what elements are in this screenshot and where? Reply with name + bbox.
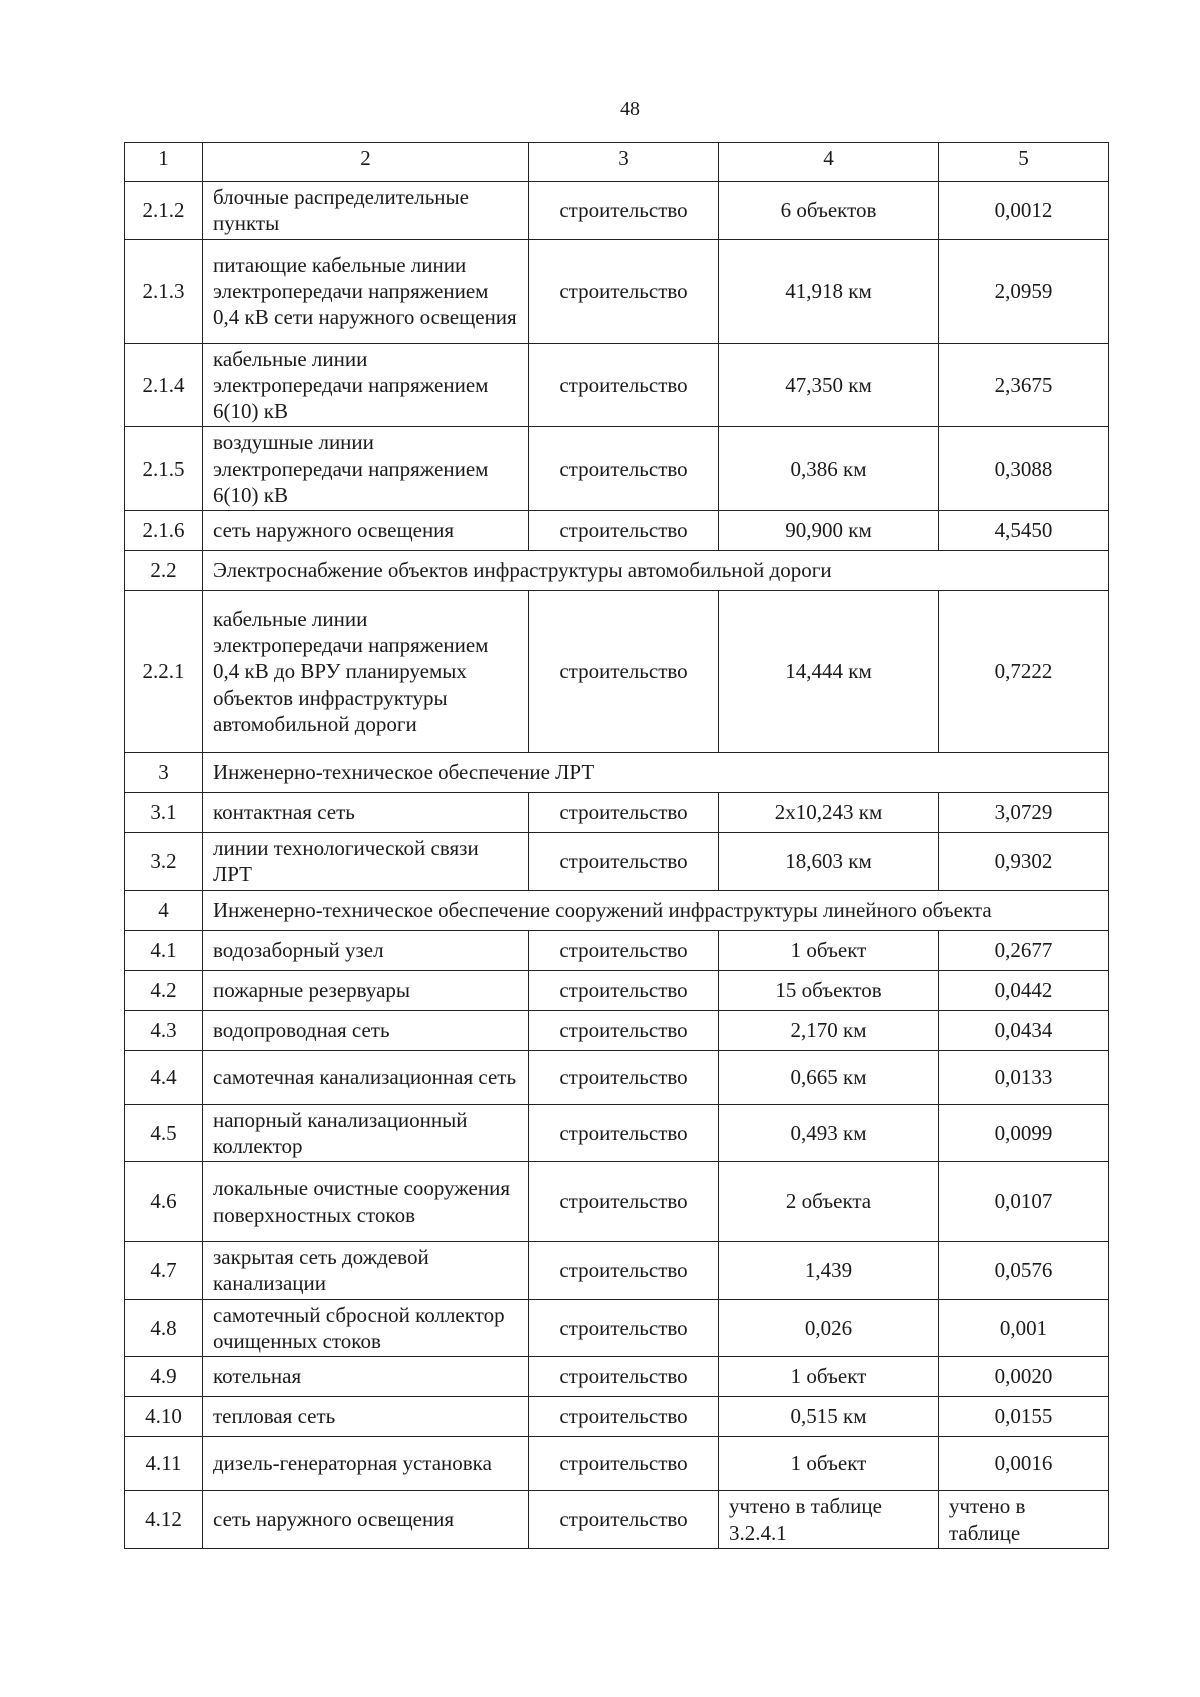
area-value: 0,0434	[939, 1010, 1109, 1050]
table-row	[125, 1104, 1109, 1162]
section-number: 2.2	[125, 551, 203, 591]
item-number: 4.10	[125, 1397, 203, 1437]
section-title: Электроснабжение объектов инфраструктуры автомобильной дороги	[203, 551, 1109, 591]
quantity: 47,350 км	[719, 343, 939, 427]
table-row	[125, 1437, 1109, 1491]
table-row	[125, 1397, 1109, 1437]
column-header: 1	[125, 143, 203, 182]
item-name: котельная	[203, 1357, 529, 1397]
area-value: 3,0729	[939, 793, 1109, 833]
item-name: сеть наружного освещения	[203, 1491, 529, 1549]
area-value: 4,5450	[939, 511, 1109, 551]
table-row	[125, 1299, 1109, 1357]
area-value: 0,0107	[939, 1162, 1109, 1242]
item-number: 2.1.5	[125, 427, 203, 511]
item-number: 2.1.3	[125, 239, 203, 343]
section-row	[125, 551, 1109, 591]
table-header-row	[125, 143, 1109, 182]
area-value: 0,0099	[939, 1104, 1109, 1162]
item-name: контактная сеть	[203, 793, 529, 833]
item-name: тепловая сеть	[203, 1397, 529, 1437]
area-value: 0,9302	[939, 833, 1109, 891]
area-value: 0,0576	[939, 1242, 1109, 1300]
area-value: 0,001	[939, 1299, 1109, 1357]
item-number: 3.2	[125, 833, 203, 891]
column-header: 4	[719, 143, 939, 182]
quantity: 1,439	[719, 1242, 939, 1300]
section-row	[125, 753, 1109, 793]
item-number: 4.12	[125, 1491, 203, 1549]
work-type: строительство	[529, 511, 719, 551]
work-type: строительство	[529, 239, 719, 343]
area-value: 0,2677	[939, 930, 1109, 970]
work-type: строительство	[529, 1357, 719, 1397]
item-number: 4.11	[125, 1437, 203, 1491]
table-row	[125, 239, 1109, 343]
quantity: 2х10,243 км	[719, 793, 939, 833]
item-name: дизель-генераторная установка	[203, 1437, 529, 1491]
area-value: 0,0133	[939, 1050, 1109, 1104]
table-row	[125, 1242, 1109, 1300]
work-type: строительство	[529, 1397, 719, 1437]
section-row	[125, 890, 1109, 930]
item-name: самотечная канализационная сеть	[203, 1050, 529, 1104]
quantity: 18,603 км	[719, 833, 939, 891]
section-title: Инженерно-техническое обеспечение сооружений инфраструктуры линейного объекта	[203, 890, 1109, 930]
item-name: водозаборный узел	[203, 930, 529, 970]
work-type: строительство	[529, 970, 719, 1010]
quantity: 1 объект	[719, 1437, 939, 1491]
work-type: строительство	[529, 182, 719, 240]
item-number: 4.9	[125, 1357, 203, 1397]
item-name: блочные распределительные пункты	[203, 182, 529, 240]
item-name: кабельные линии электропередачи напряжением 0,4 кВ до ВРУ планируемых объектов инфраструктуры автомобильной дороги	[203, 591, 529, 753]
table-row	[125, 1162, 1109, 1242]
work-type: строительство	[529, 343, 719, 427]
column-header: 2	[203, 143, 529, 182]
area-value: 2,3675	[939, 343, 1109, 427]
quantity: 1 объект	[719, 1357, 939, 1397]
table-row	[125, 1050, 1109, 1104]
item-name: сеть наружного освещения	[203, 511, 529, 551]
work-type: строительство	[529, 1162, 719, 1242]
quantity: 1 объект	[719, 930, 939, 970]
column-header: 3	[529, 143, 719, 182]
quantity: 0,386 км	[719, 427, 939, 511]
item-name: самотечный сбросной коллектор очищенных стоков	[203, 1299, 529, 1357]
work-type: строительство	[529, 1242, 719, 1300]
area-value: 0,3088	[939, 427, 1109, 511]
item-number: 2.1.2	[125, 182, 203, 240]
table-row	[125, 182, 1109, 240]
work-type: строительство	[529, 1437, 719, 1491]
item-number: 4.6	[125, 1162, 203, 1242]
area-value: 0,0155	[939, 1397, 1109, 1437]
item-number: 2.1.6	[125, 511, 203, 551]
table-row	[125, 970, 1109, 1010]
area-value: 0,0012	[939, 182, 1109, 240]
item-number: 4.2	[125, 970, 203, 1010]
item-number: 4.1	[125, 930, 203, 970]
item-name: воздушные линии электропередачи напряжением 6(10) кВ	[203, 427, 529, 511]
table-row	[125, 343, 1109, 427]
item-number: 4.5	[125, 1104, 203, 1162]
column-header: 5	[939, 143, 1109, 182]
area-value: 0,0020	[939, 1357, 1109, 1397]
quantity: 6 объектов	[719, 182, 939, 240]
work-type: строительство	[529, 833, 719, 891]
work-type: строительство	[529, 427, 719, 511]
work-type: строительство	[529, 1104, 719, 1162]
page-number: 48	[620, 98, 640, 120]
work-type: строительство	[529, 793, 719, 833]
section-number: 3	[125, 753, 203, 793]
section-number: 4	[125, 890, 203, 930]
quantity: 0,665 км	[719, 1050, 939, 1104]
item-name: кабельные линии электропередачи напряжением 6(10) кВ	[203, 343, 529, 427]
quantity: 90,900 км	[719, 511, 939, 551]
area-value: 2,0959	[939, 239, 1109, 343]
item-name: питающие кабельные линии электропередачи напряжением 0,4 кВ сети наружного освещения	[203, 239, 529, 343]
quantity: 41,918 км	[719, 239, 939, 343]
quantity: 2,170 км	[719, 1010, 939, 1050]
table-row	[125, 1010, 1109, 1050]
quantity: 15 объектов	[719, 970, 939, 1010]
item-name: локальные очистные сооружения поверхностных стоков	[203, 1162, 529, 1242]
quantity: 14,444 км	[719, 591, 939, 753]
area-value: 0,7222	[939, 591, 1109, 753]
work-type: строительство	[529, 1050, 719, 1104]
item-name: пожарные резервуары	[203, 970, 529, 1010]
area-value: 0,0442	[939, 970, 1109, 1010]
item-number: 2.2.1	[125, 591, 203, 753]
item-number: 3.1	[125, 793, 203, 833]
table-row	[125, 427, 1109, 511]
item-number: 2.1.4	[125, 343, 203, 427]
area-value: учтено в таблице	[939, 1491, 1109, 1549]
work-type: строительство	[529, 1010, 719, 1050]
table-row	[125, 1491, 1109, 1549]
table-row	[125, 930, 1109, 970]
item-number: 4.3	[125, 1010, 203, 1050]
work-type: строительство	[529, 1491, 719, 1549]
item-name: водопроводная сеть	[203, 1010, 529, 1050]
work-type: строительство	[529, 1299, 719, 1357]
work-type: строительство	[529, 930, 719, 970]
work-type: строительство	[529, 591, 719, 753]
table-row	[125, 511, 1109, 551]
quantity: 0,026	[719, 1299, 939, 1357]
item-name: линии технологической связи ЛРТ	[203, 833, 529, 891]
item-number: 4.8	[125, 1299, 203, 1357]
data-table	[124, 142, 1109, 1549]
quantity: 0,515 км	[719, 1397, 939, 1437]
table-row	[125, 793, 1109, 833]
table-row	[125, 591, 1109, 753]
item-name: закрытая сеть дождевой канализации	[203, 1242, 529, 1300]
table-row	[125, 833, 1109, 891]
item-number: 4.7	[125, 1242, 203, 1300]
area-value: 0,0016	[939, 1437, 1109, 1491]
quantity: 2 объекта	[719, 1162, 939, 1242]
section-title: Инженерно-техническое обеспечение ЛРТ	[203, 753, 1109, 793]
quantity: 0,493 км	[719, 1104, 939, 1162]
item-name: напорный канализационный коллектор	[203, 1104, 529, 1162]
table-row	[125, 1357, 1109, 1397]
item-number: 4.4	[125, 1050, 203, 1104]
quantity: учтено в таблице 3.2.4.1	[719, 1491, 939, 1549]
